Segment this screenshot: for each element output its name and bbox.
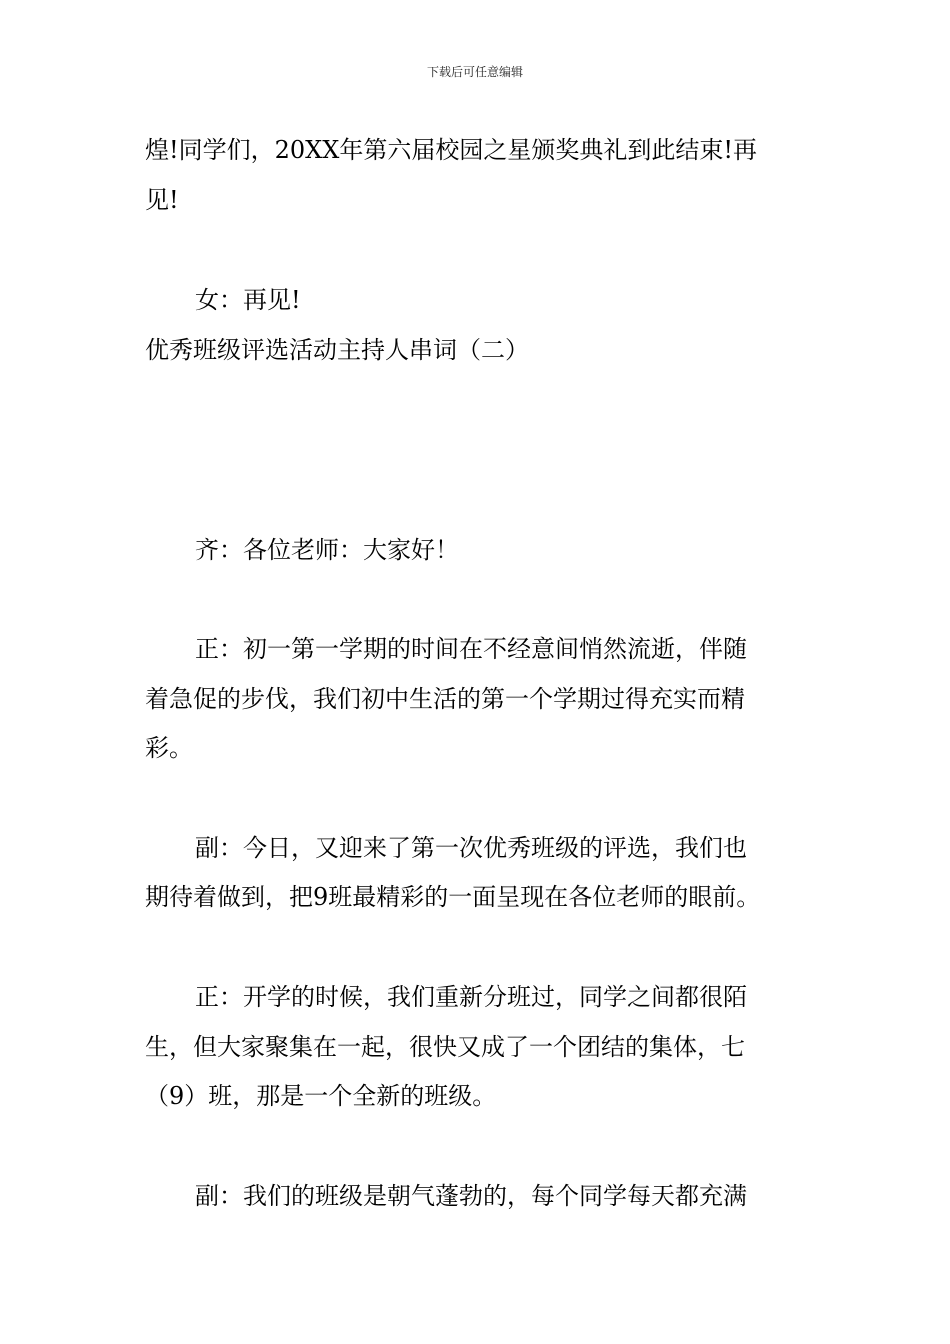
paragraph-line: 齐：各位老师：大家好！: [195, 536, 459, 564]
section-title: 优秀班级评选活动主持人串词（二）: [145, 336, 529, 364]
paragraph-line: 见!: [145, 186, 179, 214]
paragraph-line: 副：我们的班级是朝气蓬勃的，每个同学每天都充满: [195, 1182, 747, 1210]
paragraph-line: 煌!同学们，20XX年第六届校园之星颁奖典礼到此结束!再: [145, 136, 757, 164]
paragraph-line: 彩。: [145, 734, 193, 762]
page-header-note: 下载后可任意编辑: [426, 65, 523, 79]
paragraph-line: 女：再见!: [195, 286, 301, 314]
paragraph-line: 生，但大家聚集在一起，很快又成了一个团结的集体，七: [145, 1033, 745, 1061]
paragraph-line: （9）班，那是一个全新的班级。: [145, 1082, 497, 1110]
paragraph-line: 着急促的步伐，我们初中生活的第一个学期过得充实而精: [145, 685, 745, 713]
paragraph-line: 正：初一第一学期的时间在不经意间悄然流逝，伴随: [195, 635, 747, 663]
paragraph-line: 副：今日，又迎来了第一次优秀班级的评选，我们也: [195, 834, 747, 862]
paragraph-line: 期待着做到，把9班最精彩的一面呈现在各位老师的眼前。: [145, 883, 761, 911]
paragraph-line: 正：开学的时候，我们重新分班过，同学之间都很陌: [195, 983, 747, 1011]
